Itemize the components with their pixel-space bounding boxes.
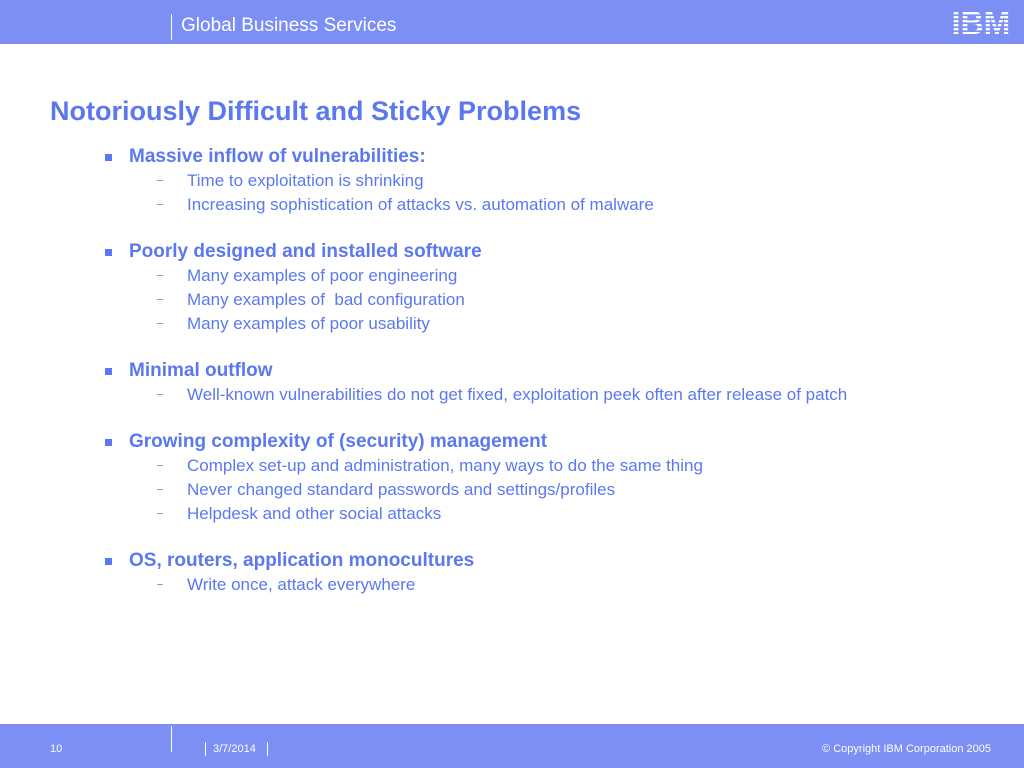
sub-item-text: Well-known vulnerabilities do not get fixed, exploitation peek often after release of patch bbox=[187, 385, 848, 404]
ibm-logo bbox=[945, 4, 1017, 38]
footer-divider bbox=[205, 742, 206, 756]
square-bullet-icon bbox=[105, 249, 112, 256]
square-bullet-icon bbox=[105, 439, 112, 446]
bullet-list bbox=[0, 143, 1024, 618]
sub-item bbox=[0, 504, 1024, 524]
section-heading bbox=[0, 238, 1024, 266]
sub-item-text: Many examples of poor usability bbox=[187, 314, 430, 333]
svg-text:IBM: IBM bbox=[951, 5, 1011, 38]
sub-item-text: Many examples of poor engineering bbox=[187, 266, 458, 285]
sub-item bbox=[0, 290, 1024, 310]
sub-item bbox=[0, 171, 1024, 191]
section-heading-text: Growing complexity of (security) management bbox=[129, 431, 548, 452]
sub-item bbox=[0, 314, 1024, 334]
square-bullet-icon bbox=[105, 368, 112, 375]
section-heading-text: Minimal outflow bbox=[129, 360, 273, 381]
sub-item-text: Complex set-up and administration, many ways to do the same thing bbox=[187, 456, 703, 475]
section-heading-text: Massive inflow of vulnerabilities: bbox=[129, 146, 426, 167]
section-heading bbox=[0, 143, 1024, 171]
page-number: 10 bbox=[50, 743, 63, 755]
footer-bar bbox=[0, 724, 1024, 768]
dash-bullet-icon bbox=[157, 299, 163, 300]
section-heading bbox=[0, 547, 1024, 575]
section-vulnerability-inflow bbox=[0, 143, 1024, 215]
dash-bullet-icon bbox=[157, 394, 163, 395]
section-heading bbox=[0, 428, 1024, 456]
footer-divider bbox=[267, 742, 268, 756]
sub-item bbox=[0, 480, 1024, 500]
dash-bullet-icon bbox=[157, 584, 163, 585]
section-heading bbox=[0, 357, 1024, 385]
sub-item bbox=[0, 456, 1024, 476]
section-minimal-outflow bbox=[0, 357, 1024, 405]
dash-bullet-icon bbox=[157, 465, 163, 466]
sub-item-text: Helpdesk and other social attacks bbox=[187, 504, 442, 523]
sub-item-text: Time to exploitation is shrinking bbox=[187, 171, 424, 190]
footer-divider bbox=[171, 726, 172, 752]
dash-bullet-icon bbox=[157, 180, 163, 181]
section-poorly-designed-software bbox=[0, 238, 1024, 334]
section-heading-text: OS, routers, application monocultures bbox=[129, 550, 475, 571]
dash-bullet-icon bbox=[157, 323, 163, 324]
sub-item-text: Write once, attack everywhere bbox=[187, 575, 416, 594]
dash-bullet-icon bbox=[157, 489, 163, 490]
square-bullet-icon bbox=[105, 154, 112, 161]
sub-item bbox=[0, 385, 1024, 405]
sub-item-text: Never changed standard passwords and settings/profiles bbox=[187, 480, 616, 499]
square-bullet-icon bbox=[105, 558, 112, 565]
header-title: Global Business Services bbox=[181, 15, 397, 36]
section-security-management bbox=[0, 428, 1024, 524]
sub-item bbox=[0, 195, 1024, 215]
section-monocultures bbox=[0, 547, 1024, 595]
footer-date: 3/7/2014 bbox=[213, 743, 256, 755]
sub-item bbox=[0, 266, 1024, 286]
dash-bullet-icon bbox=[157, 204, 163, 205]
copyright-notice: © Copyright IBM Corporation 2005 bbox=[822, 743, 991, 755]
dash-bullet-icon bbox=[157, 275, 163, 276]
header-bar bbox=[0, 0, 1024, 44]
sub-item bbox=[0, 575, 1024, 595]
sub-item-text: Increasing sophistication of attacks vs. automation of malware bbox=[187, 195, 654, 214]
sub-item-text: Many examples of bad configuration bbox=[187, 290, 465, 309]
header-divider bbox=[171, 14, 172, 40]
section-heading-text: Poorly designed and installed software bbox=[129, 241, 482, 262]
slide-title: Notoriously Difficult and Sticky Problems bbox=[50, 96, 582, 126]
dash-bullet-icon bbox=[157, 513, 163, 514]
